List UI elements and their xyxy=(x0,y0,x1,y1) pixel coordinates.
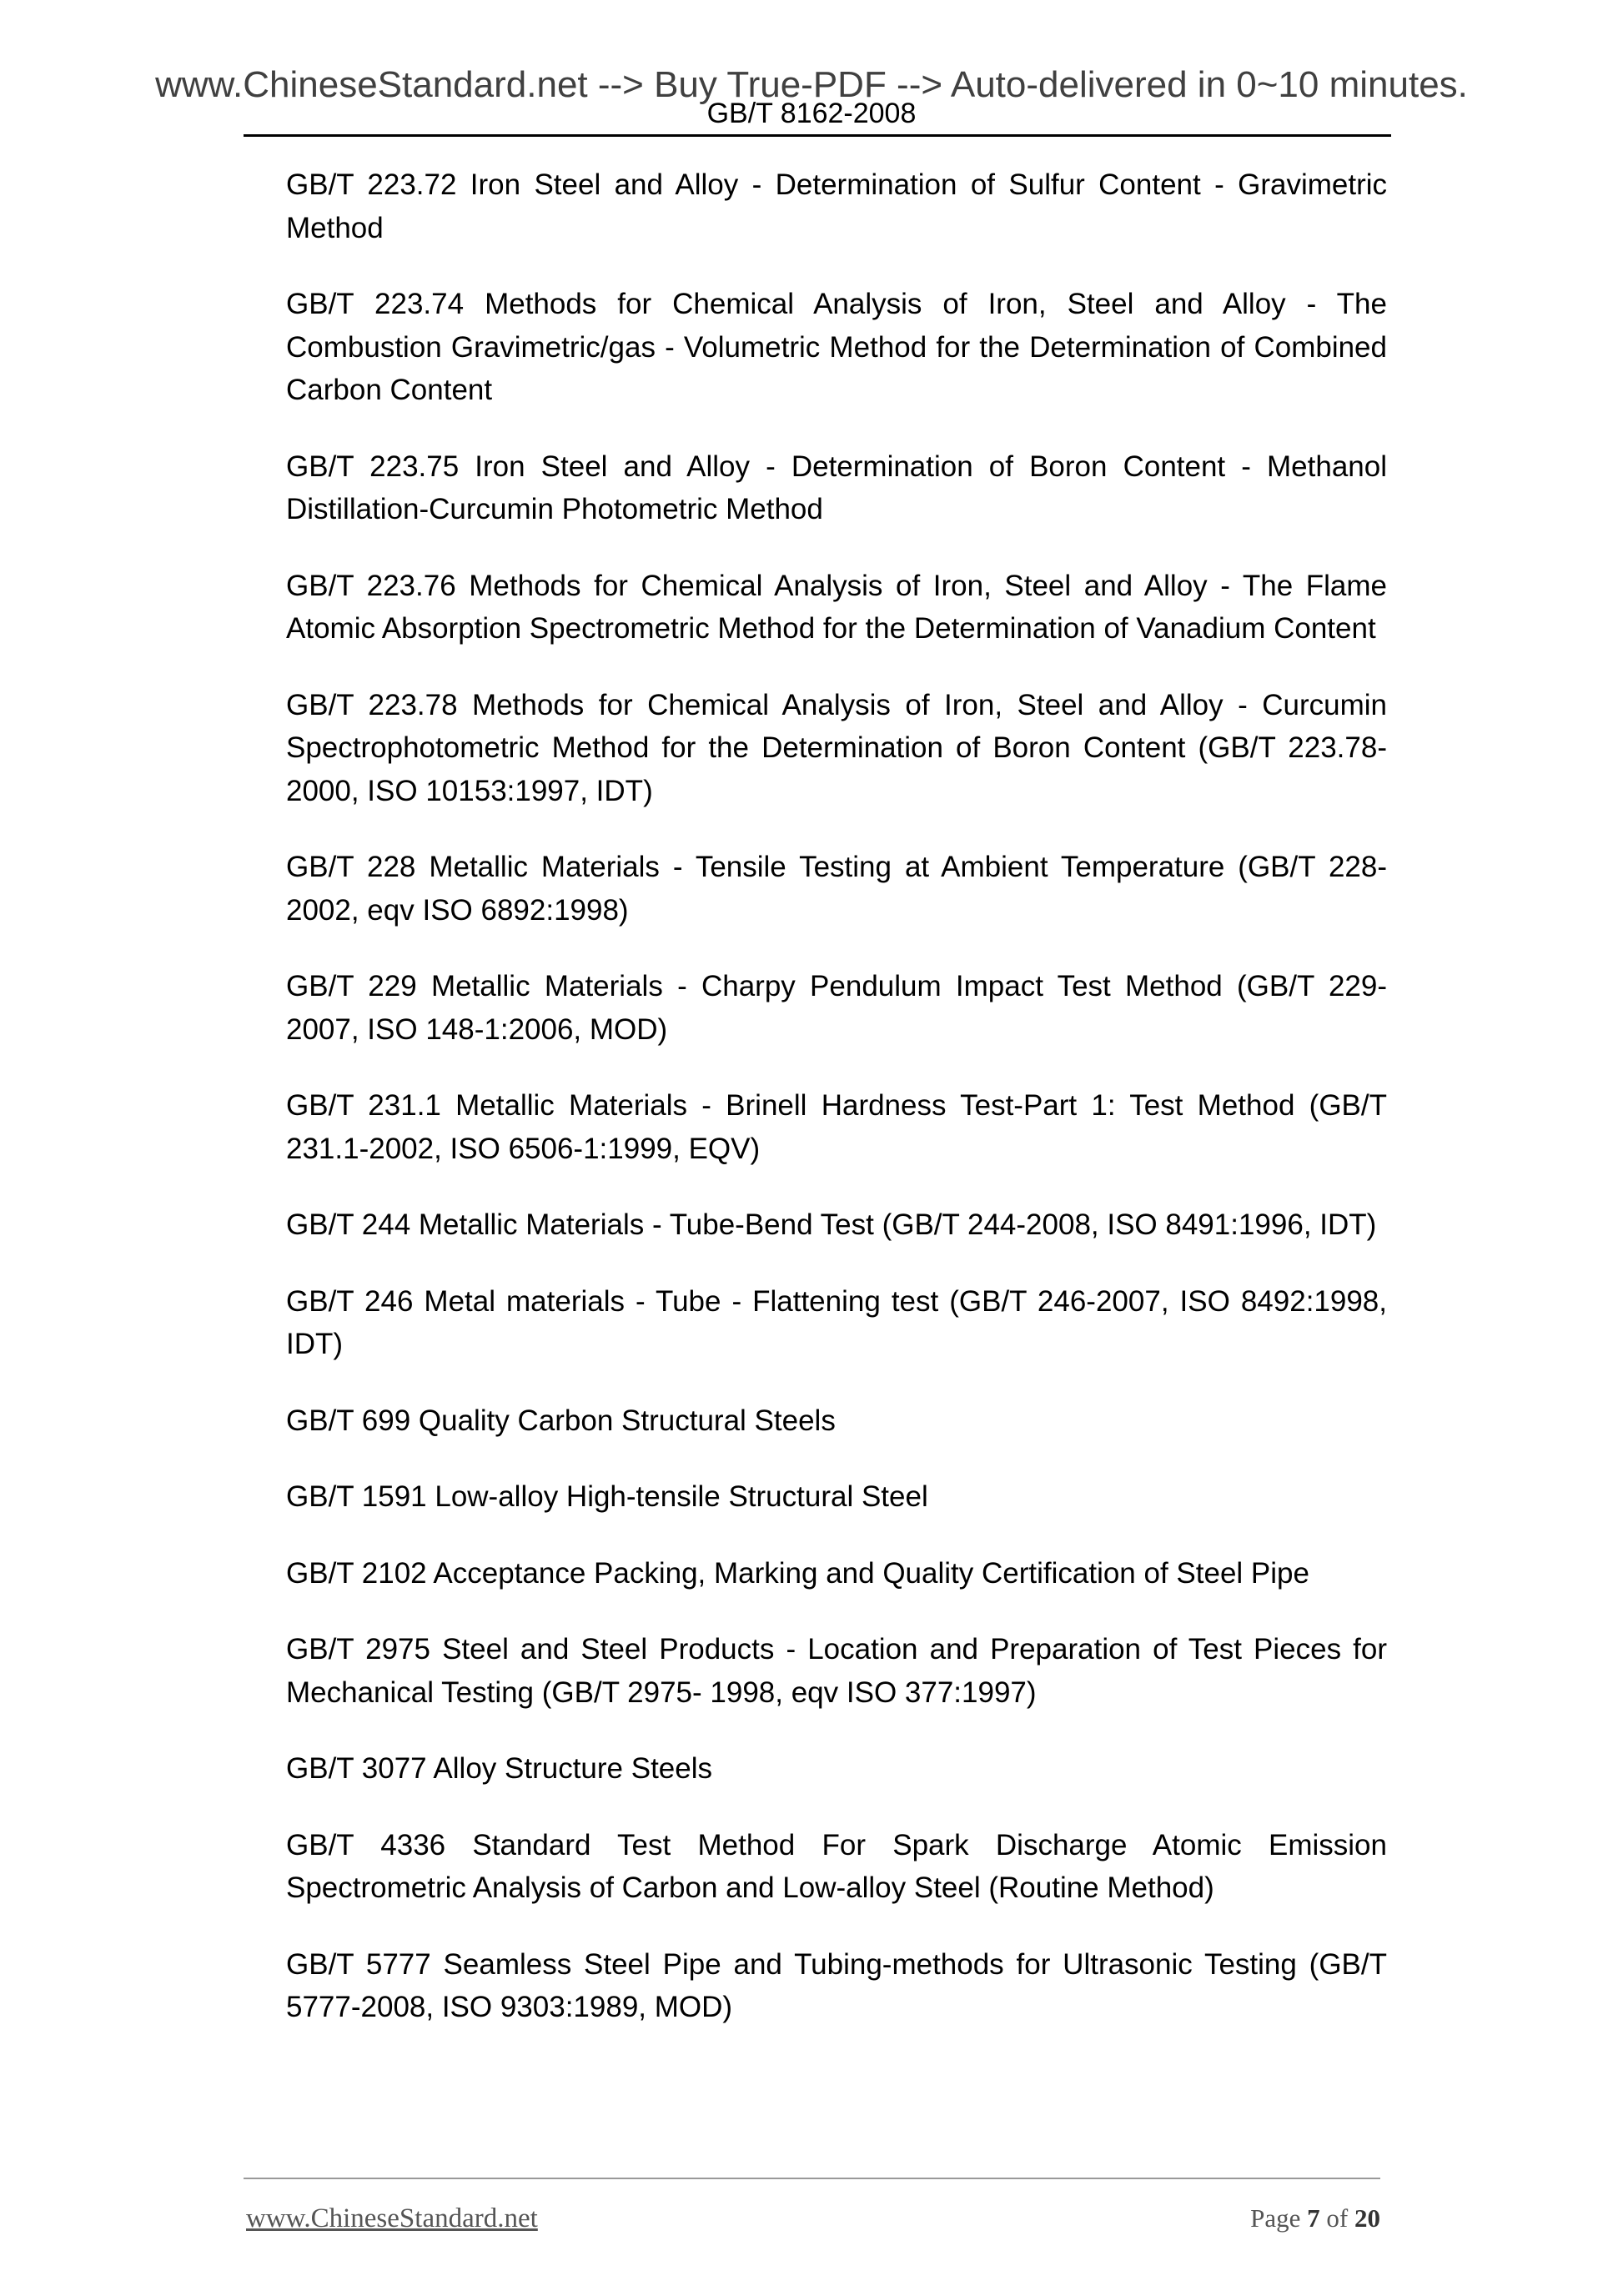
reference-item: GB/T 2975 Steel and Steel Products - Location and Preparation of Test Pieces for Mechanical Testing (GB/T 2975- 1998, eqv ISO 377:1997) xyxy=(286,1633,1387,1709)
reference-list xyxy=(286,163,1387,2062)
reference-item: GB/T 223.78 Methods for Chemical Analysis of Iron, Steel and Alloy - Curcumin Spectrophotometric Method for the Determination of Boron Content (GB/T 223.78-2000, ISO 10153:1997, IDT) xyxy=(286,688,1387,807)
reference-item: GB/T 244 Metallic Materials - Tube-Bend Test (GB/T 244-2008, ISO 8491:1996, IDT) xyxy=(286,1208,1377,1241)
footer-site-link[interactable]: www.ChineseStandard.net xyxy=(246,2203,538,2233)
reference-item: GB/T 223.72 Iron Steel and Alloy - Determination of Sulfur Content - Gravimetric Method xyxy=(286,168,1387,244)
reference-item: GB/T 228 Metallic Materials - Tensile Testing at Ambient Temperature (GB/T 228-2002, eqv ISO 6892:1998) xyxy=(286,851,1387,927)
reference-item: GB/T 223.75 Iron Steel and Alloy - Determination of Boron Content - Methanol Distillation-Curcumin Photometric Method xyxy=(286,450,1387,525)
reference-item: GB/T 1591 Low-alloy High-tensile Structural Steel xyxy=(286,1480,928,1513)
reference-item: GB/T 3077 Alloy Structure Steels xyxy=(286,1752,713,1785)
page-total: 20 xyxy=(1354,2203,1380,2233)
reference-item: GB/T 246 Metal materials - Tube - Flattening test (GB/T 246-2007, ISO 8492:1998, IDT) xyxy=(286,1284,1387,1360)
reference-item: GB/T 699 Quality Carbon Structural Steels xyxy=(286,1404,836,1437)
reference-item: GB/T 223.74 Methods for Chemical Analysis of Iron, Steel and Alloy - The Combustion Gravimetric/gas - Volumetric Method for the Determination of Combined Carbon Content xyxy=(286,288,1387,406)
page-of: of xyxy=(1319,2203,1354,2233)
reference-item: GB/T 4336 Standard Test Method For Spark Discharge Atomic Emission Spectrometric Analysis of Carbon and Low-alloy Steel (Routine Method) xyxy=(286,1828,1387,1904)
header-divider xyxy=(244,134,1391,137)
reference-item: GB/T 5777 Seamless Steel Pipe and Tubing-methods for Ultrasonic Testing (GB/T 5777-2008, ISO 9303:1989, MOD) xyxy=(286,1947,1387,2023)
reference-item: GB/T 231.1 Metallic Materials - Brinell Hardness Test-Part 1: Test Method (GB/T 231.1-2002, ISO 6506-1:1999, EQV) xyxy=(286,1089,1387,1165)
reference-item: GB/T 2102 Acceptance Packing, Marking and Quality Certification of Steel Pipe xyxy=(286,1556,1309,1590)
page-current: 7 xyxy=(1307,2203,1320,2233)
reference-item: GB/T 223.76 Methods for Chemical Analysis of Iron, Steel and Alloy - The Flame Atomic Absorption Spectrometric Method for the Determination of Vanadium Content xyxy=(286,569,1387,645)
footer-divider xyxy=(244,2178,1380,2179)
header-banner: www.ChineseStandard.net --> Buy True-PDF --> Auto-delivered in 0~10 minutes. xyxy=(155,64,1468,105)
page-prefix: Page xyxy=(1250,2203,1308,2233)
document-id: GB/T 8162-2008 xyxy=(706,98,917,129)
reference-item: GB/T 229 Metallic Materials - Charpy Pendulum Impact Test Method (GB/T 229-2007, ISO 148-1:2006, MOD) xyxy=(286,970,1387,1046)
page-number xyxy=(1250,2203,1380,2233)
